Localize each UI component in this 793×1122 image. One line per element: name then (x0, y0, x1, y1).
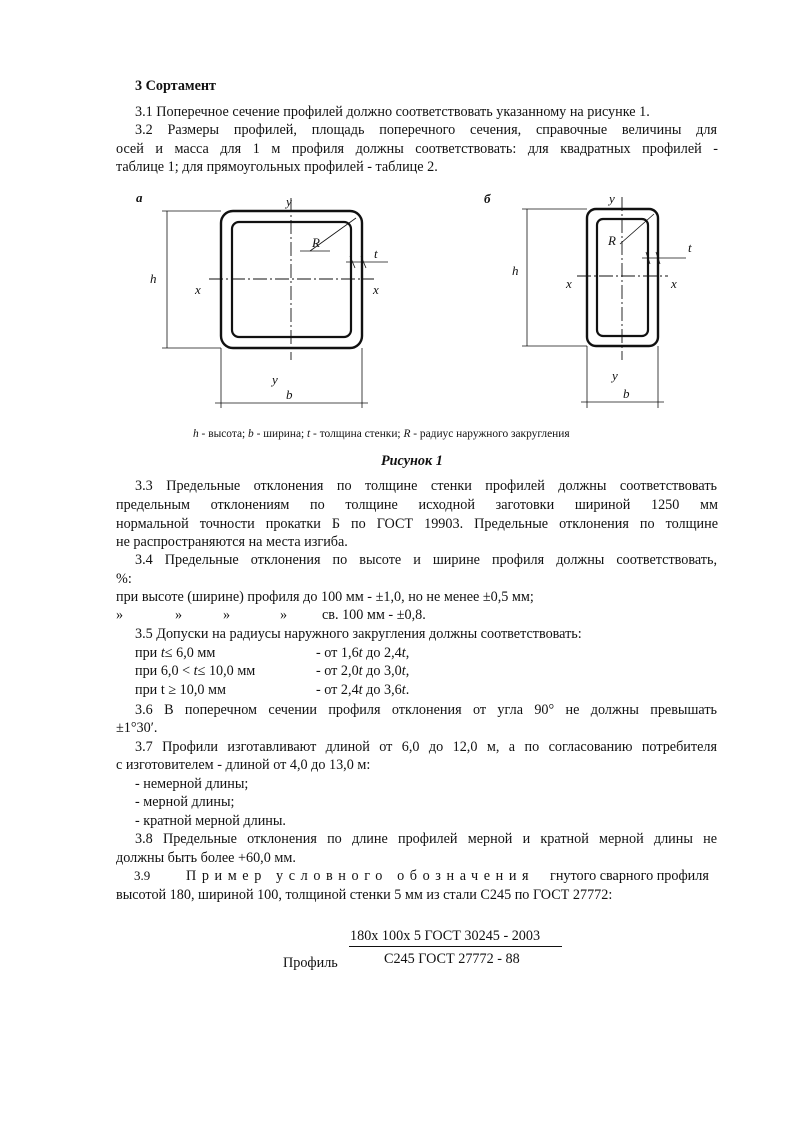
para-3-4-line4-rest: св. 100 мм - ±0,8. (322, 607, 426, 623)
caption-segment: - толщина стенки; (310, 428, 404, 440)
tolerance-value-segment: t (401, 663, 406, 679)
para-3-8-line1: 3.8 Предельные отклонения по длине профилей мерной и кратной мерной длины не (135, 831, 717, 847)
panel-a-t-label: t (374, 246, 378, 261)
para-3-7-line1: 3.7 Профили изготавливают длиной от 6,0 до 12,0 м, а по согласованию потребителя (135, 739, 717, 755)
para-3-7-line2: с изготовителем - длиной от 4,0 до 13,0 м: (116, 757, 371, 773)
tolerance-value (316, 662, 409, 680)
panel-a-x-right-label: x (373, 282, 379, 297)
panel-b-x-left-label: x (566, 276, 572, 291)
tolerance-condition-segment: при (135, 645, 161, 661)
tolerance-value-segment: - от 2,0 (316, 663, 359, 679)
para-3-2-line3: таблице 1; для прямоугольных профилей - таблице 2. (116, 159, 438, 175)
tolerance-value-segment: t (401, 682, 406, 698)
formula-denominator: С245 ГОСТ 27772 - 88 (384, 951, 520, 967)
tolerance-value-segment: t (358, 645, 363, 661)
panel-b-y-top-label: y (609, 191, 615, 206)
list-item: - кратной мерной длины. (135, 813, 286, 829)
para-3-9-spaced-phrase: Пример условного обозначения (186, 868, 535, 884)
tolerance-condition-segment: ≤ 10,0 мм (197, 663, 256, 679)
para-3-2-line2: осей и масса для 1 м профиля должны соответствовать: для квадратных профилей - (116, 141, 718, 157)
tolerance-condition-segment: t (160, 645, 165, 661)
para-3-3-line2: предельным отклонениям по толщине исходной заготовки шириной 1250 мм (116, 497, 718, 513)
panel-b-label: б (484, 191, 491, 206)
panel-a-r-label: R (312, 235, 320, 250)
para-3-9-line2: высотой 180, шириной 100, толщиной стенки 5 мм из стали С245 по ГОСТ 27772: (116, 887, 613, 903)
tolerance-condition-segment: при t ≥ 10,0 мм (135, 682, 226, 698)
panel-b-b-label: b (623, 386, 630, 401)
panel-a-label: а (136, 190, 143, 205)
tolerance-value-segment: до 2,4 (362, 645, 402, 661)
para-3-4-line2: %: (116, 571, 132, 587)
tolerance-condition (135, 662, 255, 680)
para-3-3-line1: 3.3 Предельные отклонения по толщине стенки профилей должны соответствовать (135, 478, 717, 494)
caption-segment: - ширина; (253, 428, 308, 440)
caption-segment: - высота; (198, 428, 249, 440)
tolerance-value-segment: до 3,0 (362, 663, 402, 679)
para-3-8-line2: должны быть более +60,0 мм. (116, 850, 296, 866)
panel-b-x-right-label: x (671, 276, 677, 291)
para-3-4-line1: 3.4 Предельные отклонения по высоте и ширине профиля должны соответствовать, (135, 552, 717, 568)
panel-b-t-label: t (688, 240, 692, 255)
caption-segment: - радиус наружного закругления (410, 428, 570, 440)
tolerance-value (316, 681, 409, 699)
tolerance-value-segment: t (358, 682, 363, 698)
list-item: - немерной длины; (135, 776, 249, 792)
figure-1-profiles (0, 0, 793, 480)
para-3-1: 3.1 Поперечное сечение профилей должно соответствовать указанному на рисунке 1. (135, 104, 650, 120)
tolerance-value (316, 644, 409, 662)
tolerance-value-segment: t (401, 645, 406, 661)
para-3-9-rest: гнутого сварного профиля (550, 868, 709, 884)
tolerance-condition (135, 644, 215, 662)
para-3-3-line3: нормальной точности прокатки Б по ГОСТ 19903. Предельные отклонения по толщине (116, 516, 718, 532)
formula-label: Профиль (283, 955, 338, 971)
tolerance-value-segment: - от 2,4 (316, 682, 359, 698)
tolerance-value-segment: - от 1,6 (316, 645, 359, 661)
profile-a-inner-wall (232, 222, 351, 337)
profile-a-outer-wall (221, 211, 362, 348)
caption-segment: h (193, 428, 199, 440)
formula-fraction-bar (349, 946, 562, 947)
tolerance-value-segment: t (358, 663, 363, 679)
tolerance-condition-segment: при 6,0 < (135, 663, 194, 679)
tolerance-value-segment: , (405, 645, 410, 661)
ditto-mark: » (175, 607, 183, 623)
panel-b-r-label: R (608, 233, 616, 248)
panel-a-y-bottom-label: y (272, 372, 278, 387)
tolerance-condition-segment: t (193, 663, 198, 679)
tolerance-value-segment: . (405, 682, 410, 698)
panel-a-b-label: b (286, 387, 293, 402)
para-3-6-line2: ±1°30′. (116, 720, 158, 736)
ditto-mark: » (223, 607, 231, 623)
list-item: - мерной длины; (135, 794, 235, 810)
para-3-9-number: 3.9 (134, 868, 151, 883)
para-3-4-line3: при высоте (ширине) профиля до 100 мм - ±1,0, но не менее ±0,5 мм; (116, 589, 534, 605)
section-title: 3 Сортамент (135, 78, 217, 94)
para-3-6-line1: 3.6 В поперечном сечении профиля отклонения от угла 90° не должны превышать (135, 702, 717, 718)
ditto-mark: » (280, 607, 288, 623)
formula-numerator: 180x 100x 5 ГОСТ 30245 - 2003 (350, 928, 541, 944)
figure-title: Рисунок 1 (381, 453, 443, 469)
tolerance-condition-segment: ≤ 6,0 мм (164, 645, 216, 661)
caption-segment: R (403, 428, 411, 440)
profile-b-inner-wall (597, 219, 648, 336)
panel-a-h-label: h (150, 271, 157, 286)
tolerance-value-segment: до 3,6 (362, 682, 402, 698)
para-3-3-line4: не распространяются на места изгиба. (116, 534, 348, 550)
panel-a-y-top-label: y (286, 194, 292, 209)
para-3-2-line1: 3.2 Размеры профилей, площадь поперечного сечения, справочные величины для (135, 122, 717, 138)
tolerance-value-segment: , (405, 663, 410, 679)
figure-caption (193, 428, 570, 440)
ditto-mark: » (116, 607, 124, 623)
para-3-5-intro: 3.5 Допуски на радиусы наружного закругления должны соответствовать: (135, 626, 582, 642)
tolerance-condition (135, 681, 226, 699)
panel-a-x-left-label: x (195, 282, 201, 297)
caption-segment: b (248, 428, 254, 440)
panel-b-h-label: h (512, 263, 519, 278)
caption-segment: t (307, 428, 311, 440)
panel-b-y-bottom-label: y (612, 368, 618, 383)
